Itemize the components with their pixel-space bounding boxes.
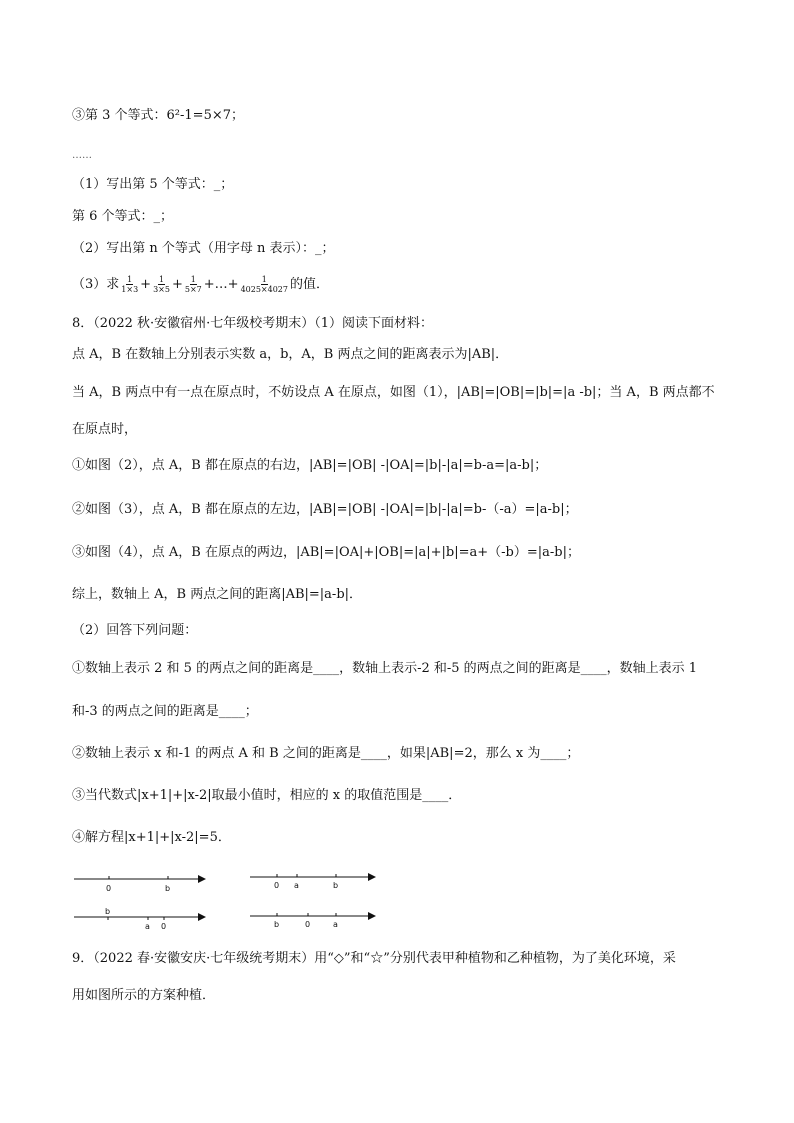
plus-sign: +	[171, 277, 183, 292]
number-line-figure-1	[72, 868, 212, 894]
axis-label-b: b	[105, 907, 111, 916]
case-3: ③如图（4），点 A，B 在原点的两边，|AB|=|OA|+|OB|=|a|+|b|=a+（-b）=|a-b|；	[72, 545, 580, 560]
sub-question-1-cont: 和-3 的两点之间的距离是____；	[72, 704, 258, 719]
part-2-title: （2）回答下列问题：	[72, 623, 198, 638]
question-3	[72, 274, 329, 296]
axis-label-b: b	[165, 884, 171, 893]
axis-label-b: b	[274, 920, 280, 928]
material-line-2: 当 A，B 两点中有一点在原点时，不妨设点 A 在原点，如图（1），|AB|=|OB|=|b|=|a -b|；当 A，B 两点都不	[72, 385, 715, 400]
plus-ellipsis: +…+	[203, 277, 239, 292]
case-2: ②如图（3），点 A，B 都在原点的左边，|AB|=|OB| -|OA|=|b|-|a|=b-（-a）=|a-b|；	[72, 502, 578, 517]
fraction-1: $\frac{1}{1\times 3}$	[121, 275, 139, 294]
fraction-2: $\frac{1}{3\times 5}$	[153, 275, 170, 294]
axis-label-origin: 0	[305, 920, 311, 928]
axis-label-a: a	[294, 881, 299, 890]
equation-3: ③第 3 个等式：6²-1=5×7；	[72, 108, 245, 123]
question-2: （2）写出第 n 个等式（用字母 n 表示）：_；	[72, 241, 335, 256]
problem-8-title: 8．（2022 秋·安徽宿州·七年级校考期末）（1）阅读下面材料：	[72, 316, 434, 331]
axis-label-origin: 0	[274, 881, 280, 890]
material-line-3: 在原点时，	[72, 422, 138, 437]
sub-question-1: ①数轴上表示 2 和 5 的两点之间的距离是____，数轴上表示-2 和-5 的两点之间的距离是____，数轴上表示 1	[72, 661, 698, 676]
number-line-figure-3	[72, 906, 212, 932]
axis-label-a: a	[333, 920, 338, 928]
ellipsis: ……	[72, 150, 92, 161]
problem-9-cont: 用如图所示的方案种植．	[72, 988, 216, 1003]
axis-label-b: b	[333, 881, 339, 890]
number-line-figure-4	[248, 902, 380, 928]
material-line-1: 点 A，B 在数轴上分别表示实数 a，b，A，B 两点之间的距离表示为|AB|．	[72, 347, 509, 362]
case-1: ①如图（2），点 A，B 都在原点的右边，|AB|=|OB| -|OA|=|b|-|a|=b-a=|a-b|；	[72, 458, 548, 473]
sub-question-2: ②数轴上表示 x 和-1 的两点 A 和 B 之间的距离是____，如果|AB|=2，那么 x 为____；	[72, 746, 580, 761]
conclusion: 综上，数轴上 A，B 两点之间的距离|AB|=|a-b|．	[72, 587, 363, 602]
axis-label-origin: 0	[106, 884, 112, 893]
fraction-3: $\frac{1}{5\times 7}$	[184, 275, 202, 294]
sub-question-4: ④解方程|x+1|+|x-2|=5．	[72, 830, 231, 845]
question-1b: 第 6 个等式：_；	[72, 209, 174, 224]
fraction-4: $\frac{1}{4025\times 4027}$	[240, 275, 288, 294]
question-3-prefix: （3）求	[72, 277, 120, 292]
sub-question-3: ③当代数式|x+1|+|x-2|取最小值时，相应的 x 的取值范围是____．	[72, 788, 462, 803]
plus-sign: +	[140, 277, 152, 292]
number-line-figure-2	[248, 866, 380, 892]
question-3-suffix: 的值．	[289, 277, 329, 292]
question-1a: （1）写出第 5 个等式：_；	[72, 177, 234, 192]
problem-9-title: 9．（2022 春·安徽安庆·七年级统考期末）用“◇”和“☆”分别代表甲种植物和乙种植物，为了美化环境，采	[72, 951, 676, 966]
axis-label-a: a	[145, 922, 150, 931]
axis-label-origin: 0	[161, 922, 167, 931]
